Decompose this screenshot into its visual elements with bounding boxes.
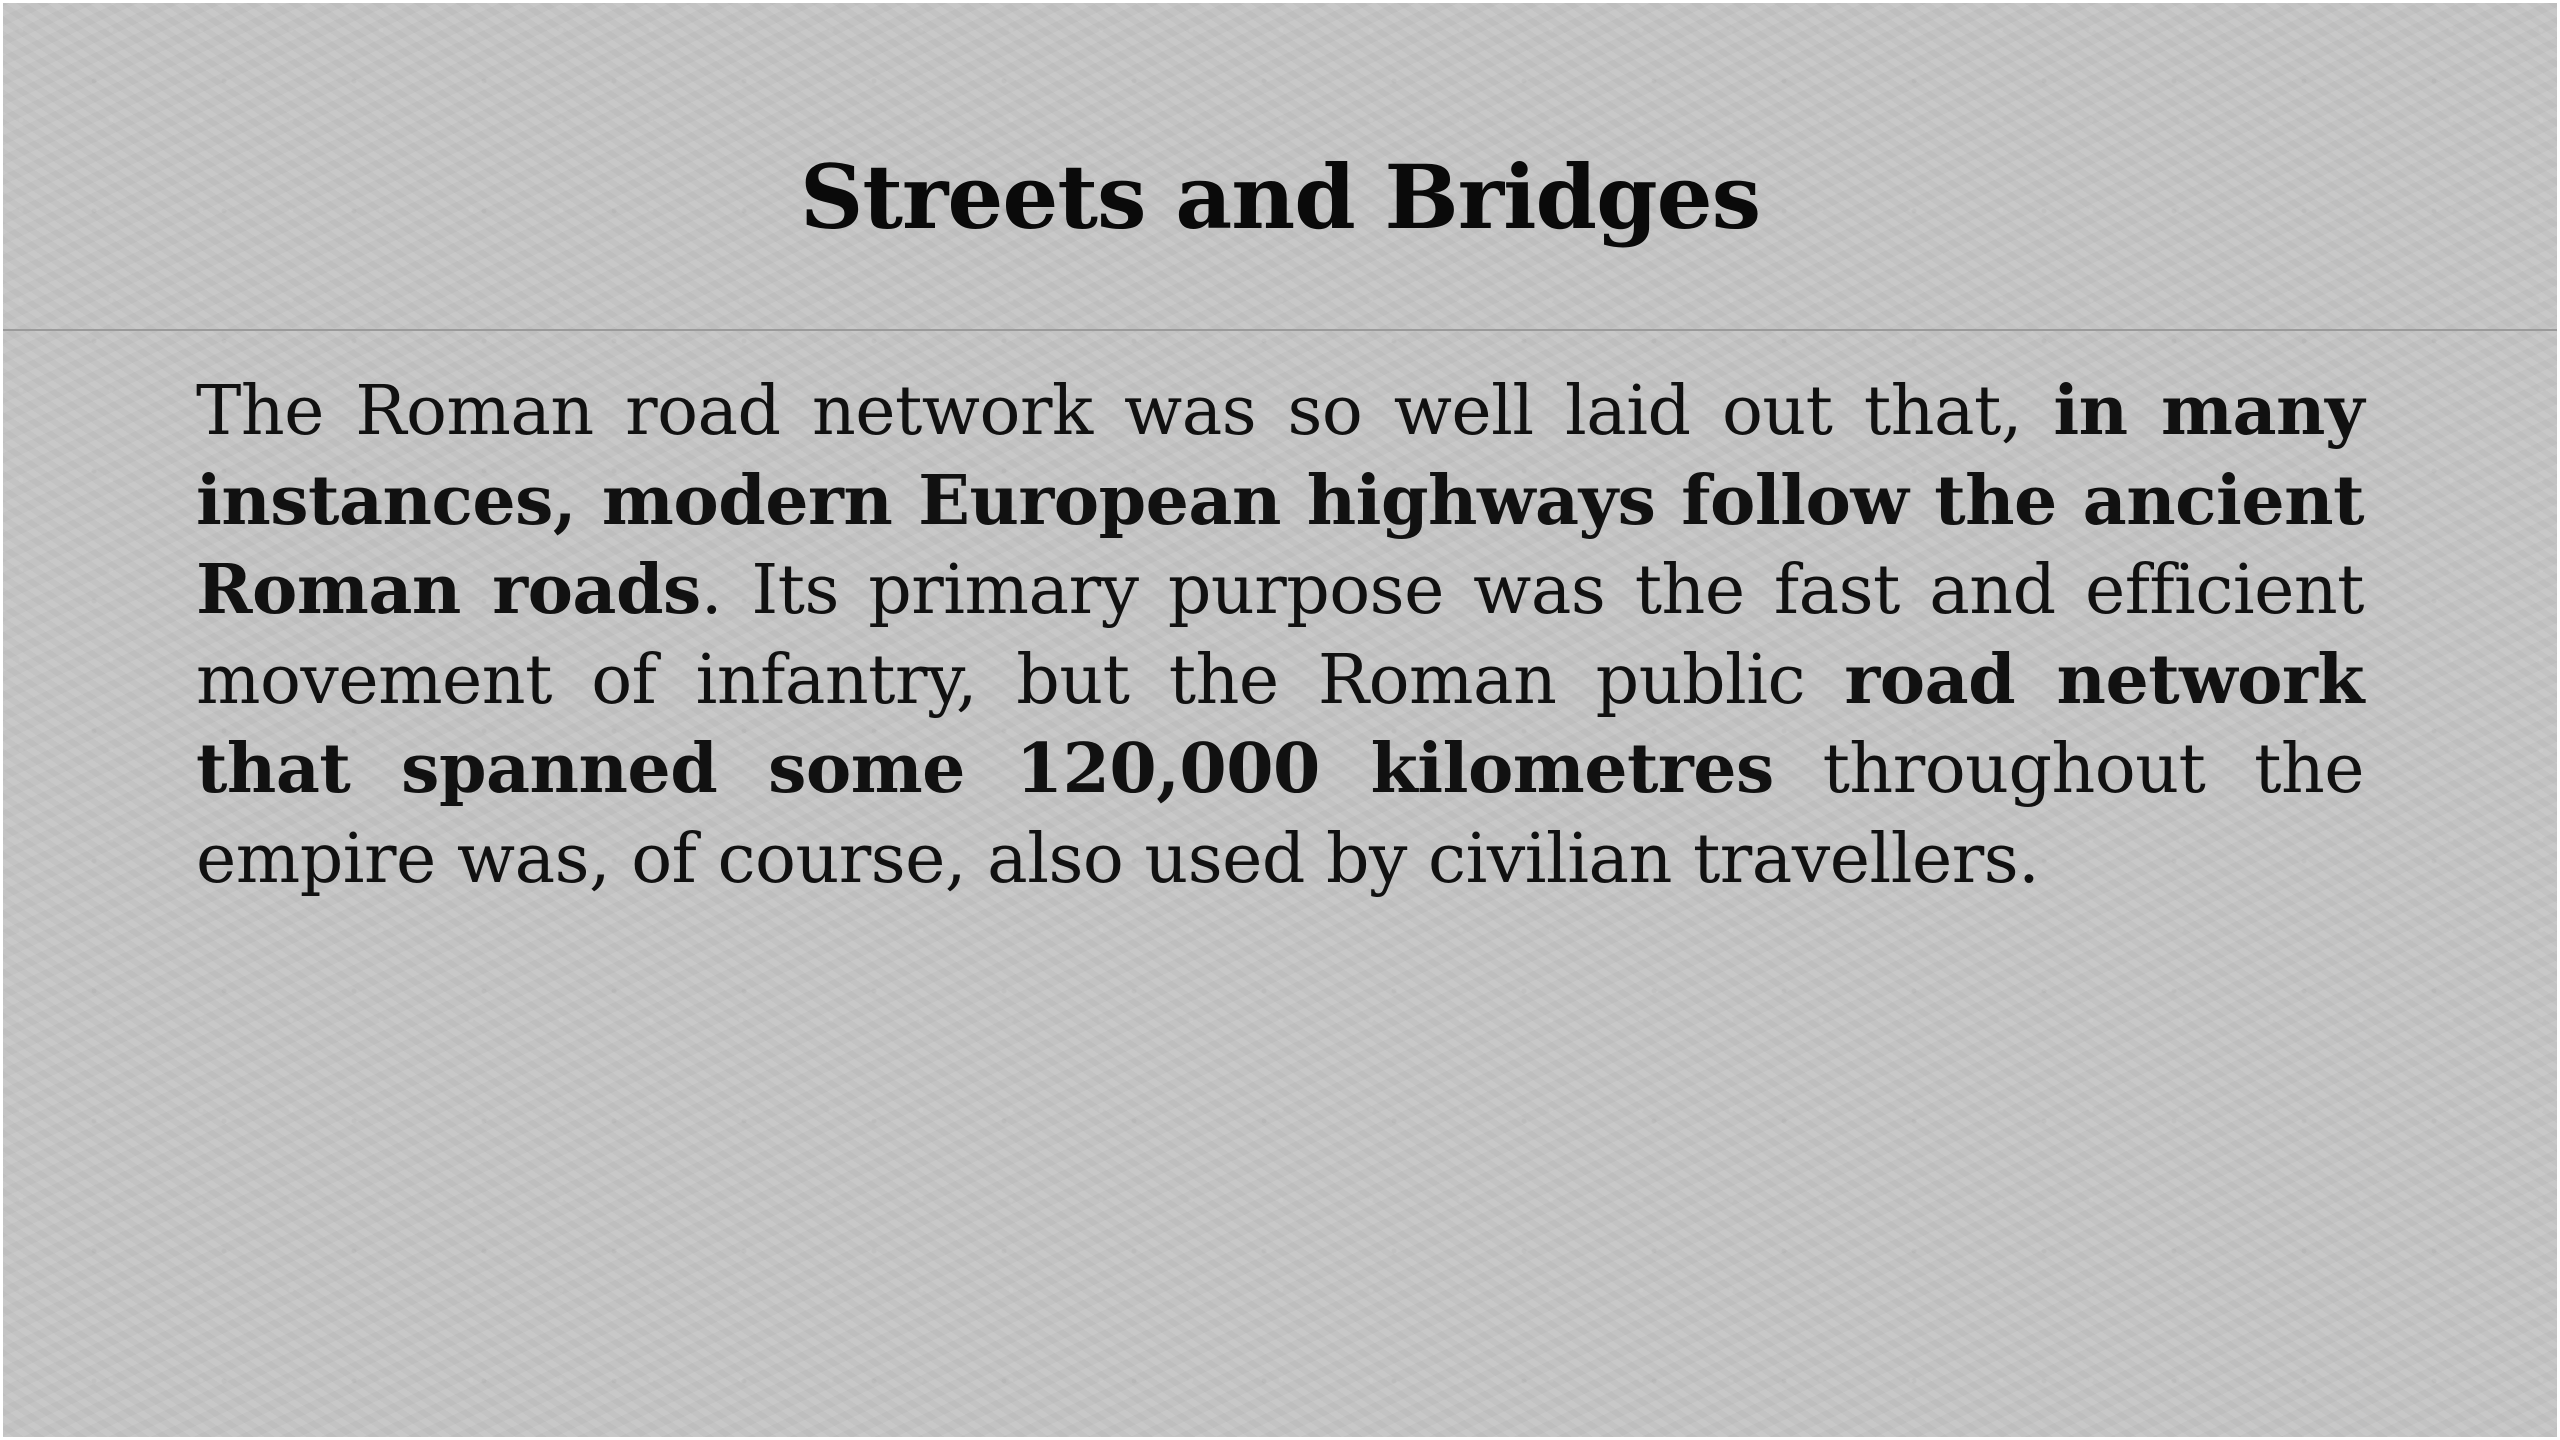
text-run: . Its primary purpose was the fast and efficient movement of infantry, but the Roman public — [196, 551, 2364, 720]
slide — [3, 3, 2557, 1437]
title-area — [3, 3, 2557, 329]
body-paragraph — [196, 367, 2364, 904]
title-divider — [3, 329, 2557, 331]
bold-run: in many instances, modern European highways follow the ancient Roman roads — [196, 371, 2364, 630]
text-run: throughout the empire was, of course, also used by civilian travellers. — [196, 730, 2364, 899]
bold-run: road network that spanned some 120,000 kilometres — [196, 639, 2364, 809]
slide-title: Streets and Bridges — [799, 145, 1761, 249]
text-run: The Roman road network was so well laid out that, — [196, 372, 2054, 451]
